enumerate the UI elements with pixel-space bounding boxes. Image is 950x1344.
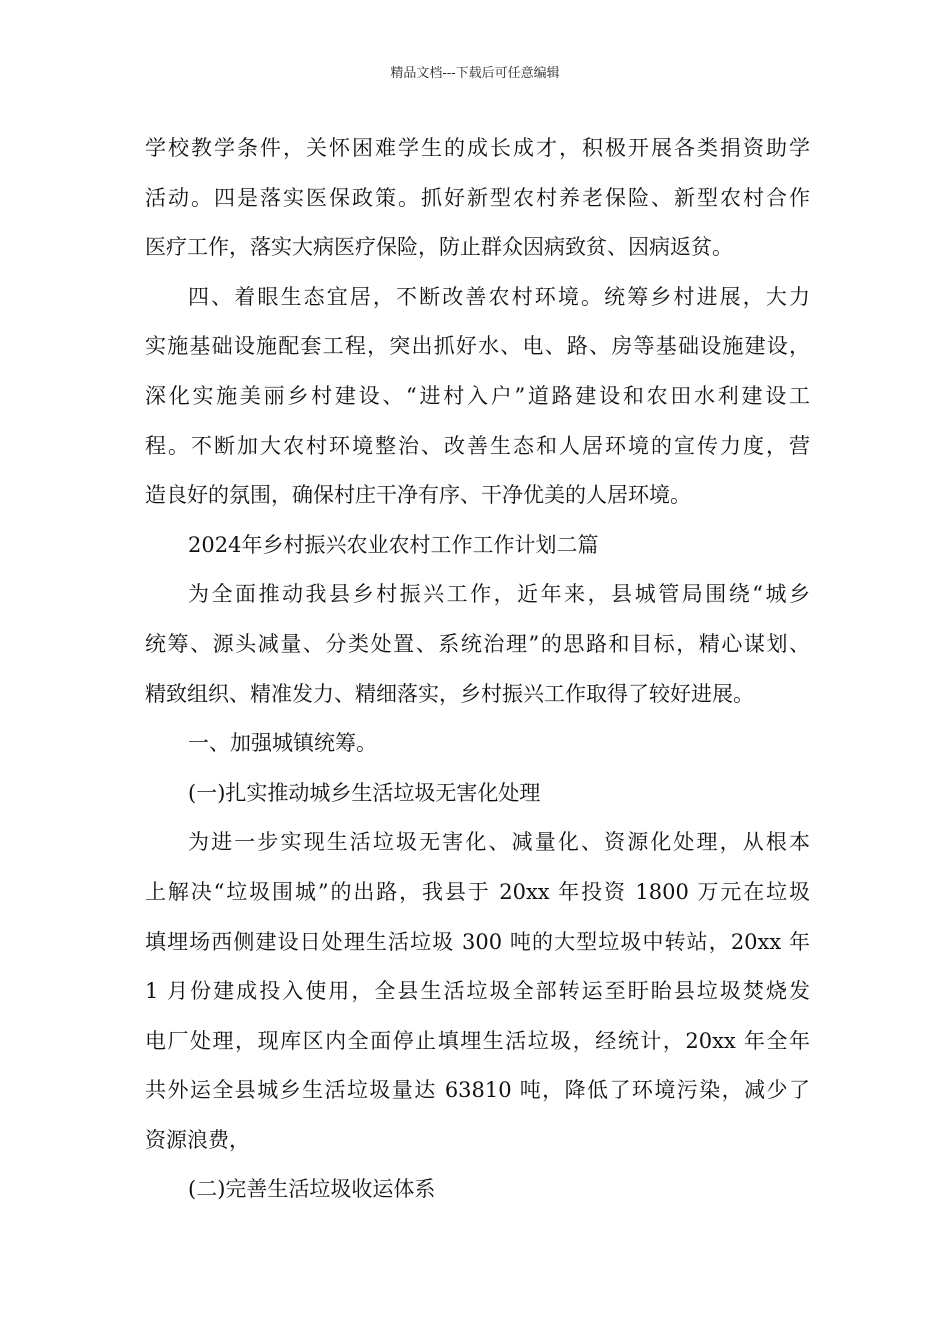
- text-line: 资源浪费，: [145, 1127, 250, 1152]
- section-heading: 一、加强城镇统筹。: [188, 731, 377, 756]
- text-line: 共外运全县城乡生活垃圾量达 63810 吨，降低了环境污染，减少了: [145, 1078, 810, 1103]
- text-line: 1 月份建成投入使用，全县生活垃圾全部转运至盱眙县垃圾焚烧发: [145, 979, 810, 1004]
- text-line: 为进一步实现生活垃圾无害化、减量化、资源化处理，从根本: [188, 830, 810, 855]
- subsection-heading: (二)完善生活垃圾收运体系: [188, 1177, 436, 1202]
- text-line: 精致组织、精准发力、精细落实，乡村振兴工作取得了较好进展。: [145, 681, 754, 706]
- text-line: 统筹、源头减量、分类处置、系统治理”的思路和目标，精心谋划、: [145, 631, 810, 656]
- page-header: 精品文档---下载后可任意编辑: [390, 66, 560, 81]
- text-line: 填埋场西侧建设日处理生活垃圾 300 吨的大型垃圾中转站，20xx 年: [145, 929, 810, 954]
- text-line: 活动。四是落实医保政策。抓好新型农村养老保险、新型农村合作: [145, 185, 810, 210]
- document-body: [145, 124, 810, 1215]
- subsection-heading: (一)扎实推动城乡生活垃圾无害化处理: [188, 780, 541, 805]
- text-line: 上解决“垃圾围城”的出路，我县于 20xx 年投资 1800 万元在垃圾: [145, 879, 810, 904]
- section-title: 2024年乡村振兴农业农村工作工作计划二篇: [188, 532, 599, 557]
- text-line: 学校教学条件，关怀困难学生的成长成才，积极开展各类捐资助学: [145, 136, 810, 160]
- text-line: 实施基础设施配套工程，突出抓好水、电、路、房等基础设施建设，: [145, 334, 810, 359]
- text-line: 造良好的氛围，确保村庄干净有序、干净优美的人居环境。: [145, 483, 691, 508]
- text-line: 医疗工作，落实大病医疗保险，防止群众因病致贫、因病返贫。: [145, 235, 733, 260]
- text-line: 电厂处理，现库区内全面停止填埋生活垃圾，经统计，20xx 年全年: [145, 1028, 810, 1053]
- text-line: 为全面推动我县乡村振兴工作，近年来，县城管局围绕“城乡: [188, 582, 810, 607]
- text-line: 深化实施美丽乡村建设、“进村入户”道路建设和农田水利建设工: [145, 383, 810, 408]
- text-line: 四、着眼生态宜居，不断改善农村环境。统筹乡村进展，大力: [188, 284, 810, 309]
- text-line: 程。不断加大农村环境整治、改善生态和人居环境的宣传力度，营: [145, 433, 810, 458]
